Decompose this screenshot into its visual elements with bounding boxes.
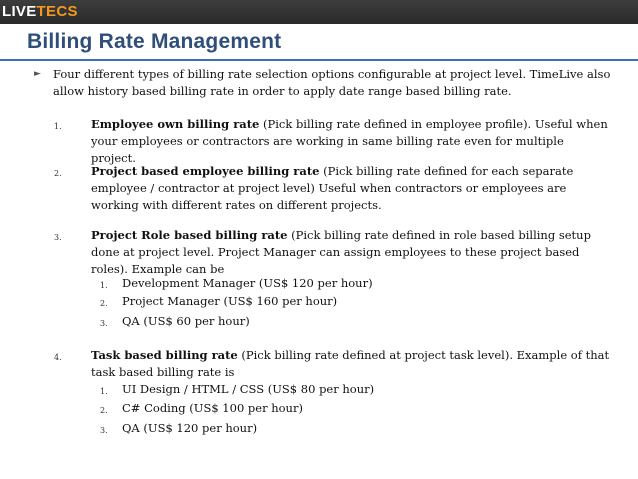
list-item-employee-own-rate (54, 116, 610, 167)
intro-paragraph (34, 66, 624, 100)
task-example-item (100, 400, 303, 417)
arrow-bullet-icon: ► (34, 69, 41, 79)
sub-item-text: QA (US$ 120 per hour) (122, 421, 258, 435)
item-description: (Pick billing rate defined at project task level). Example of that task based billing rate is (91, 348, 610, 379)
sub-item-text: QA (US$ 60 per hour) (122, 314, 250, 328)
header-bar (0, 0, 638, 24)
task-example-item (100, 381, 374, 398)
role-example-item (100, 275, 373, 292)
item-heading: Employee own billing rate (91, 117, 260, 131)
sub-item-text: C# Coding (US$ 100 per hour) (122, 401, 303, 415)
sub-item-number: 1. (100, 281, 108, 290)
item-description: (Pick billing rate defined in role based billing setup done at project level. Project Manager can assign employees to these project based roles). Example can be (91, 228, 591, 276)
sub-item-number: 2. (100, 299, 108, 308)
role-example-item (100, 313, 250, 330)
logo-part-live: LIVE (2, 3, 37, 20)
item-number: 1. (54, 122, 62, 131)
intro-text: Four different types of billing rate selection options configurable at project level. TimeLive also allow history based billing rate in order to apply date range based billing rate. (53, 67, 611, 98)
item-heading: Project based employee billing rate (91, 164, 320, 178)
logo-part-tecs: TECS (36, 3, 78, 20)
sub-item-number: 1. (100, 387, 108, 396)
list-item-task-based-rate (54, 347, 610, 381)
item-description: (Pick billing rate defined in employee profile). Useful when your employees or contractors are working in same billing rate even for multiple project. (91, 117, 608, 165)
page-title: Billing Rate Management (27, 30, 282, 53)
sub-item-text: Development Manager (US$ 120 per hour) (122, 276, 373, 290)
sub-item-text: Project Manager (US$ 160 per hour) (122, 294, 338, 308)
role-example-item (100, 293, 337, 310)
list-item-project-based-rate (54, 163, 610, 214)
sub-item-number: 3. (100, 426, 108, 435)
item-description: (Pick billing rate defined for each separate employee / contractor at project level) Useful when contractors or employees are working with different rates on different projects. (91, 164, 574, 212)
livetecs-logo (2, 3, 78, 20)
task-example-item (100, 420, 257, 437)
list-item-project-role-rate (54, 227, 610, 278)
sub-item-text: UI Design / HTML / CSS (US$ 80 per hour) (122, 382, 375, 396)
item-number: 4. (54, 353, 62, 362)
item-heading: Task based billing rate (91, 348, 238, 362)
sub-item-number: 3. (100, 319, 108, 328)
sub-item-number: 2. (100, 406, 108, 415)
item-heading: Project Role based billing rate (91, 228, 288, 242)
item-number: 2. (54, 169, 62, 178)
title-divider (0, 59, 638, 61)
item-number: 3. (54, 233, 62, 242)
